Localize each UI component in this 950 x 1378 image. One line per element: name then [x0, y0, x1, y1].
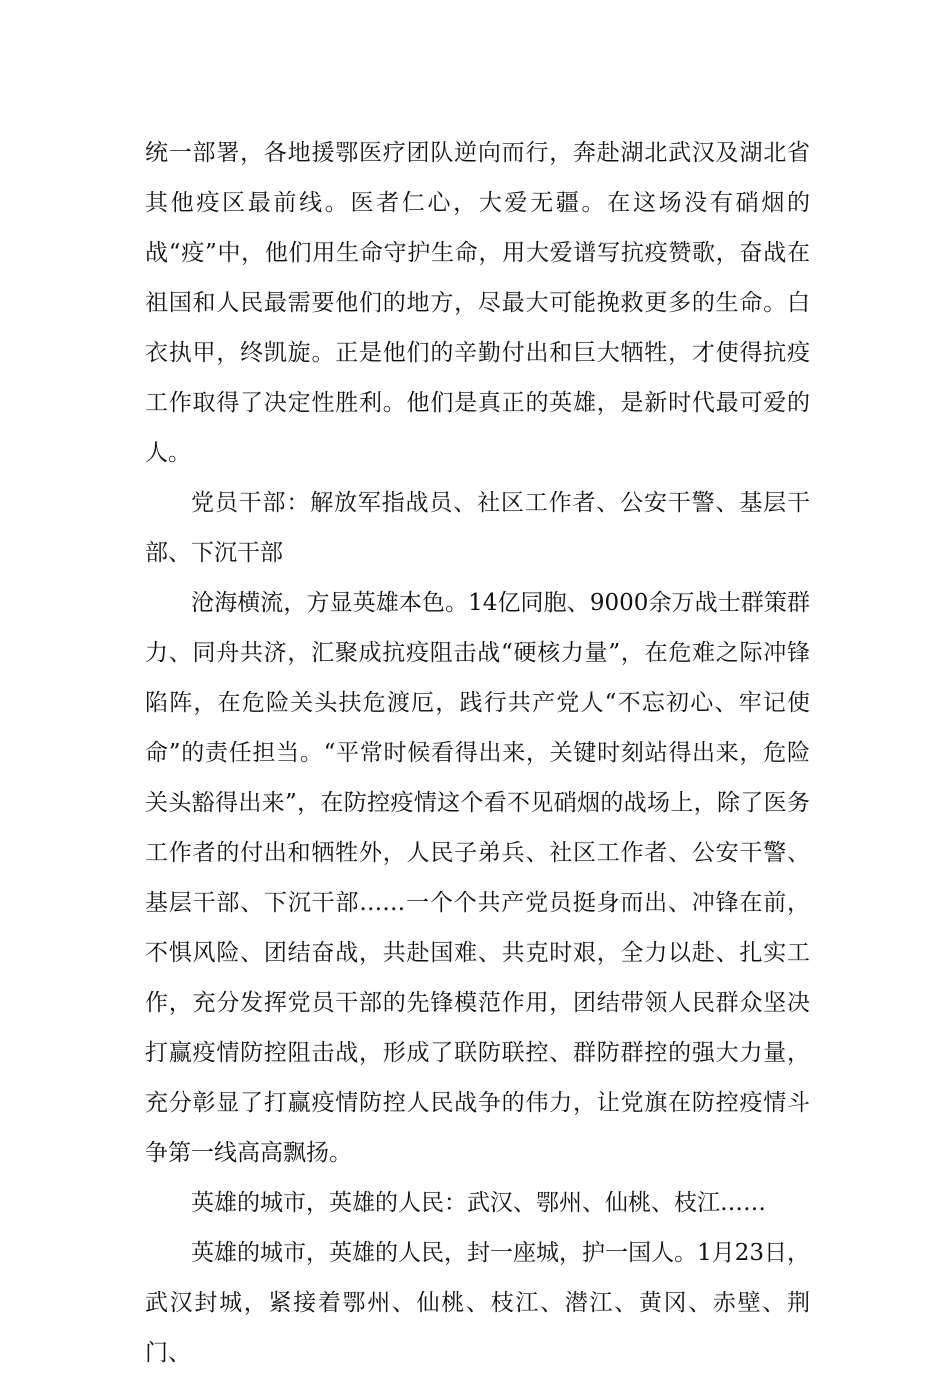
paragraph-3: 沧海横流，方显英雄本色。14亿同胞、9000余万战士群策群力、同舟共济，汇聚成抗疫阻击战“硬核力量”，在危难之际冲锋陷阵，在危险关头扶危渡厄，践行共产党人“不忘初心、牢记使命”的责任担当。“平常时候看得出来，关键时刻站得出来，危险关头豁得出来”，在防控疫情这个看不见硝烟的战场上，除了医务工作者的付出和牺牲外，人民子弟兵、社区工作者、公安干警、基层干部、下沉干部……一个个共产党员挺身而出、冲锋在前，不惧风险、团结奋战，共赴国难、共克时艰，全力以赴、扎实工作，充分发挥党员干部的先锋模范作用，团结带领人民群众坚决打赢疫情防控阻击战，形成了联防联控、群防群控的强大力量，充分彰显了打赢疫情防控人民战争的伟力，让党旗在防控疫情斗争第一线高高飘扬。	[145, 590, 810, 1166]
paragraph-2-heading: 党员干部：解放军指战员、社区工作者、公安干警、基层干部、下沉干部	[145, 490, 810, 566]
paragraph-5: 英雄的城市，英雄的人民，封一座城，护一国人。1月23日，武汉封城，紧接着鄂州、仙桃、枝江、潜江、黄冈、赤壁、荆门、	[145, 1240, 810, 1366]
paragraph-1: 统一部署，各地援鄂医疗团队逆向而行，奔赴湖北武汉及湖北省其他疫区最前线。医者仁心，大爱无疆。在这场没有硝烟的战“疫”中，他们用生命守护生命，用大爱谱写抗疫赞歌，奋战在祖国和人民最需要他们的地方，尽最大可能挽救更多的生命。白衣执甲，终凯旋。正是他们的辛勤付出和巨大牺牲，才使得抗疫工作取得了决定性胜利。他们是真正的英雄，是新时代最可爱的人。	[145, 140, 810, 466]
paragraph-4-heading: 英雄的城市，英雄的人民：武汉、鄂州、仙桃、枝江……	[191, 1190, 766, 1216]
document-body	[145, 128, 810, 1378]
